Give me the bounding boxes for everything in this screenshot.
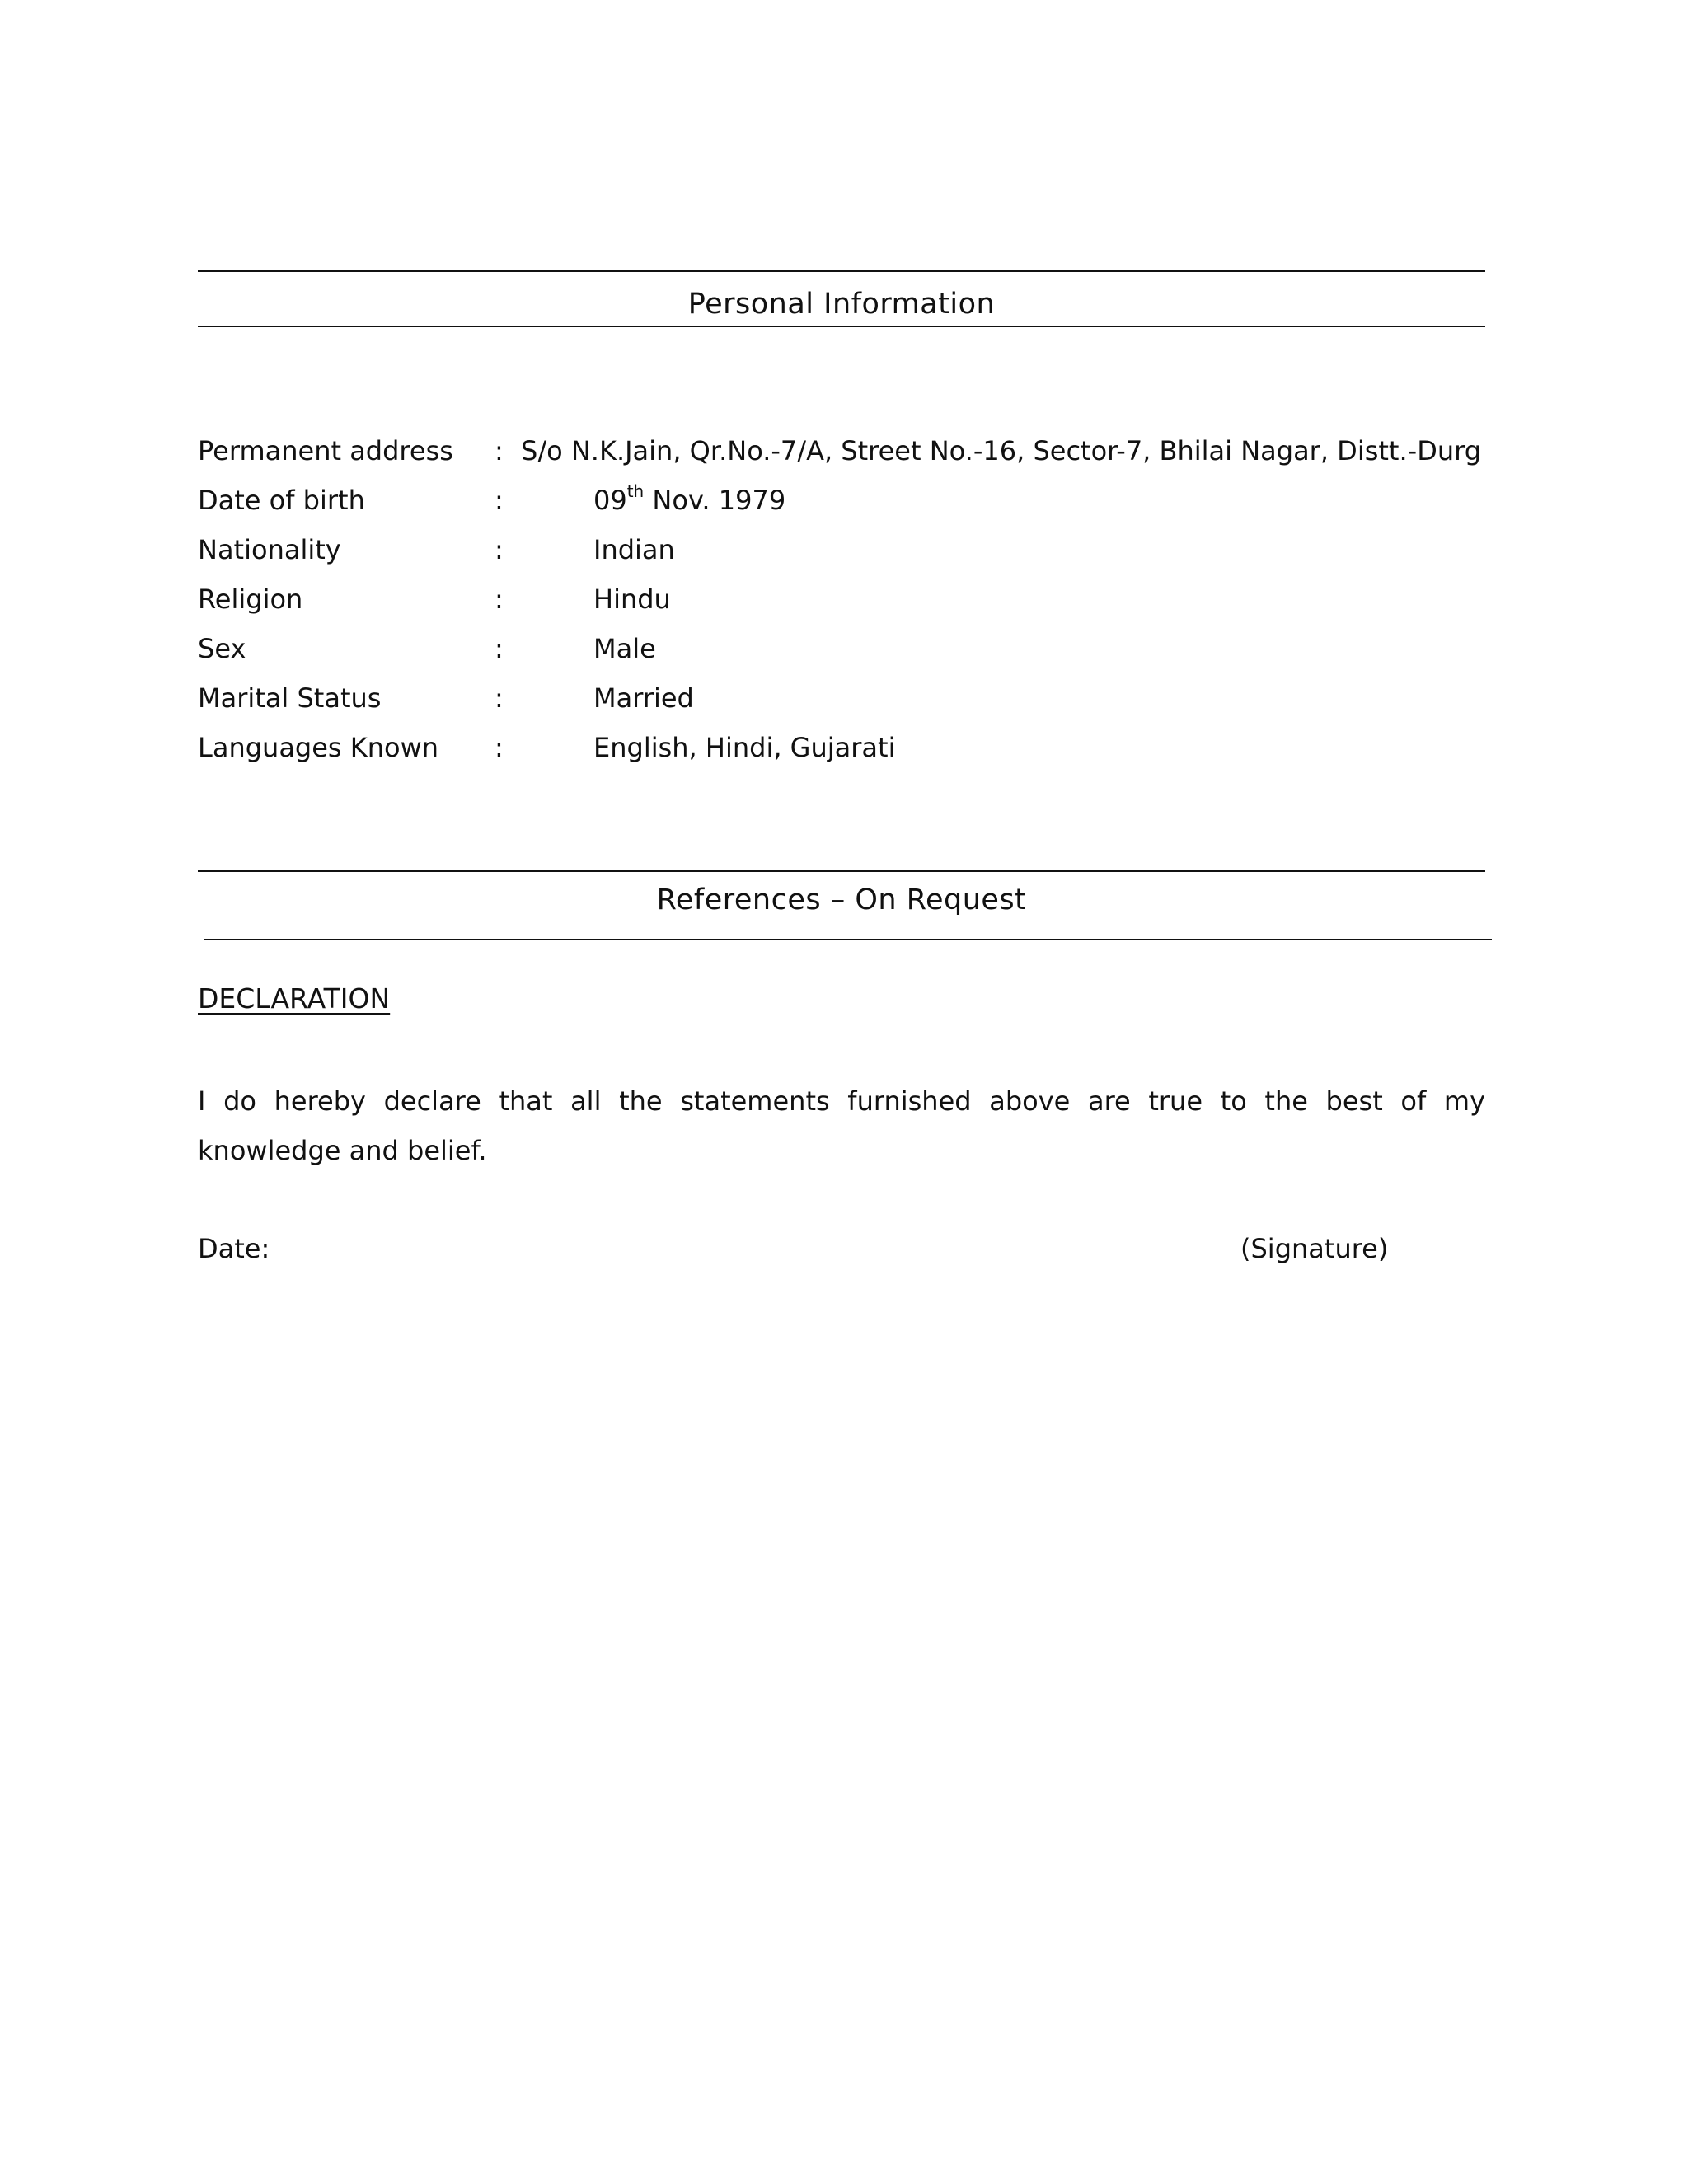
date-of-birth-row bbox=[198, 480, 1485, 521]
nationality-value: Indian bbox=[593, 534, 675, 565]
field-colon: : bbox=[495, 485, 504, 516]
date-of-birth-value bbox=[593, 480, 785, 521]
nationality-label: Nationality bbox=[198, 534, 341, 565]
date-of-birth-label: Date of birth bbox=[198, 485, 365, 516]
date-of-birth-ordinal: th bbox=[626, 481, 645, 502]
date-of-birth-month-year: Nov. 1979 bbox=[644, 485, 786, 516]
sex-value: Male bbox=[593, 633, 656, 664]
personal-info-top-rule bbox=[198, 270, 1485, 272]
sex-label: Sex bbox=[198, 633, 246, 664]
personal-info-heading: Personal Information bbox=[687, 288, 996, 321]
languages-known-value: English, Hindi, Gujarati bbox=[593, 732, 896, 763]
marital-status-row bbox=[198, 677, 1485, 719]
declaration-heading: DECLARATION bbox=[198, 982, 391, 1015]
personal-info-bottom-rule bbox=[198, 326, 1485, 327]
permanent-address-row bbox=[198, 430, 1485, 471]
languages-known-label: Languages Known bbox=[198, 732, 439, 763]
field-colon: : bbox=[495, 583, 504, 615]
permanent-address-value: S/o N.K.Jain, Qr.No.-7/A, Street No.-16, Sector-7, Bhilai Nagar, Distt.-Durg bbox=[521, 435, 1482, 466]
permanent-address-label: Permanent address bbox=[198, 435, 453, 466]
field-colon: : bbox=[495, 682, 504, 714]
field-colon: : bbox=[495, 534, 504, 565]
field-colon: : bbox=[495, 732, 504, 763]
nationality-row bbox=[198, 529, 1485, 570]
references-top-rule bbox=[198, 870, 1485, 872]
date-label: Date: bbox=[198, 1233, 270, 1264]
marital-status-label: Marital Status bbox=[198, 682, 382, 714]
sex-row bbox=[198, 628, 1485, 669]
date-of-birth-day: 09 bbox=[593, 485, 627, 516]
languages-known-row bbox=[198, 727, 1485, 768]
religion-label: Religion bbox=[198, 583, 303, 615]
religion-value: Hindu bbox=[593, 583, 671, 615]
references-heading: References – On Request bbox=[656, 883, 1027, 916]
references-bottom-rule bbox=[204, 939, 1492, 940]
religion-row bbox=[198, 579, 1485, 620]
marital-status-value: Married bbox=[593, 682, 694, 714]
declaration-text: I do hereby declare that all the statements furnished above are true to the best of my knowledge and belief. bbox=[198, 1085, 1485, 1166]
field-colon: : bbox=[495, 633, 504, 664]
signature-label: (Signature) bbox=[1240, 1233, 1389, 1264]
field-colon: : bbox=[495, 435, 504, 466]
